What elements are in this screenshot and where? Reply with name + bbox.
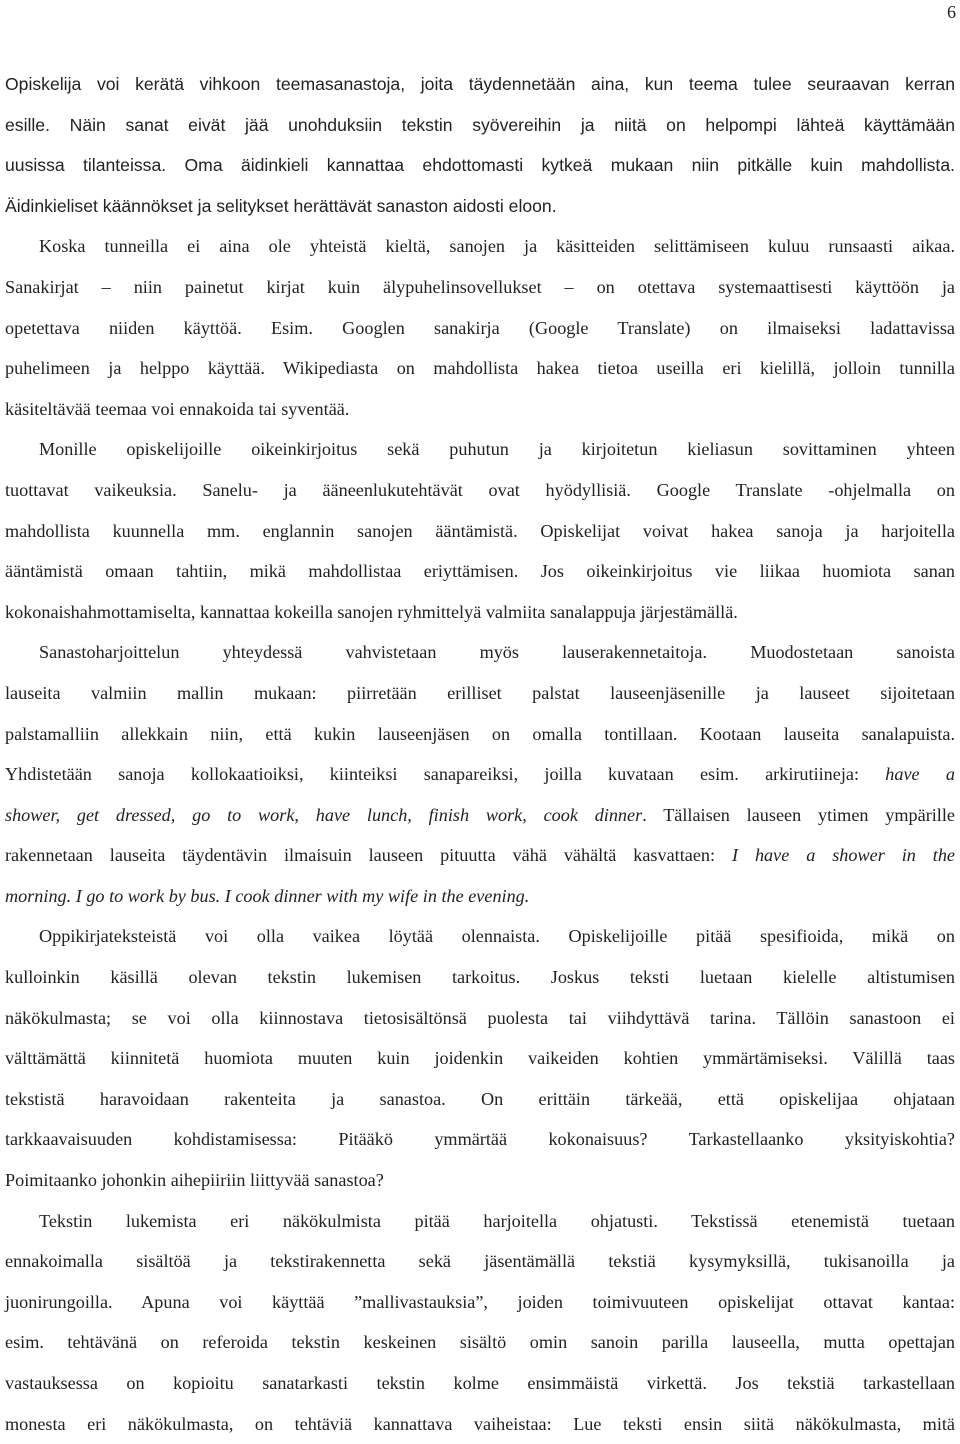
text-line (5, 835, 955, 876)
text-line: tuottavat vaikeuksia. Sanelu- ja ääneenlukutehtävät ovat hyödyllisiä. Google Translate -ohjelmalla on (5, 479, 955, 500)
text-line: käsiteltävää teemaa voi ennakoida tai syventää. (5, 398, 350, 419)
text-line: Opiskelija voi kerätä vihkoon teemasanastoja, joita täydennetään aina, kun teema tulee seuraavan kerran (5, 74, 955, 94)
text-line: monesta eri näkökulmasta, on tehtäviä kannattava vaiheistaa: Lue teksti ensin siitä näkökulmasta, mitä (5, 1413, 955, 1434)
text-line: Äidinkieliset käännökset ja selitykset herättävät sanaston aidosti eloon. (5, 195, 557, 216)
text-segment: rakennetaan lauseita täydentävin ilmaisuin lauseen pituutta vähä vähältä kasvattaen: (5, 845, 732, 866)
example-phrase: I have a shower in the (731, 845, 955, 866)
text-line (5, 795, 955, 836)
text-line: tekstistä haravoidaan rakenteita ja sanastoa. On erittäin tärkeää, että opiskelijaa ohjataan (5, 1088, 955, 1109)
text-line: puhelimeen ja helppo käyttää. Wikipediasta on mahdollista hakea tietoa useilla eri kielillä, jolloin tunnilla (5, 358, 955, 379)
text-line: uusissa tilanteissa. Oma äidinkieli kannattaa ehdottomasti kytkeä mukaan niin pitkälle kuin mahdollista. (5, 155, 955, 176)
example-phrase: shower, get dressed, go to work, have lunch, finish work, cook dinner (5, 804, 643, 825)
text-line (5, 876, 955, 917)
text-line (5, 754, 955, 795)
text-line: palstamalliin allekkain niin, että kukin lauseenjäsen on omalla tontillaan. Kootaan lauseita sanalapuista. (5, 723, 955, 744)
text-line: opetettava niiden käyttöä. Esim. Googlen sanakirja (Google Translate) on ilmaiseksi ladattavissa (5, 317, 955, 338)
text-line: Oppikirjateksteistä voi olla vaikea löytää olennaista. Opiskelijoille pitää spesifioida, mikä on (39, 926, 955, 947)
text-line: esim. tehtävänä on referoida tekstin keskeinen sisältö omin sanoin parilla lauseella, mutta opettajan (5, 1332, 955, 1353)
text-line: mahdollista kuunnella mm. englannin sanojen ääntämistä. Opiskelijat voivat hakea sanoja ja harjoitella (5, 520, 955, 541)
text-line: esille. Näin sanat eivät jää unohduksiin tekstin syövereihin ja niitä on helpompi lähteä käyttämään (5, 114, 955, 135)
text-line: Sanakirjat – niin painetut kirjat kuin älypuhelinsovellukset – on otettava systemaattisesti käyttöön ja (5, 276, 955, 297)
text-line: välttämättä kiinnitetä huomiota muuten kuin joidenkin vaikeiden kohtien ymmärtämiseksi. Välillä taas (5, 1048, 955, 1069)
text-line: Koska tunneilla ei aina ole yhteistä kieltä, sanojen ja käsitteiden selittämiseen kuluu runsaasti aikaa. (39, 236, 955, 257)
text-line: lauseita valmiin mallin mukaan: piirretään erilliset palstat lauseenjäsenille ja lauseet sijoitetaan (5, 682, 955, 703)
text-line: tarkkaavaisuuden kohdistamisessa: Pitääkö ymmärtää kokonaisuus? Tarkastellaanko yksityiskohtia? (5, 1129, 955, 1150)
text-line: Monille opiskelijoille oikeinkirjoitus sekä puhutun ja kirjoitetun kieliasun sovittaminen yhteen (39, 439, 955, 460)
text-line: Tekstin lukemista eri näkökulmista pitää harjoitella ohjatusti. Tekstissä etenemistä tuetaan (39, 1210, 955, 1231)
text-line: ääntämistä omaan tahtiin, mikä mahdollistaa eriyttämisen. Jos oikeinkirjoitus vie liikaa huomiota sanan (5, 561, 955, 582)
text-line: Sanastoharjoittelun yhteydessä vahvistetaan myös lauserakennetaitoja. Muodostetaan sanoista (39, 642, 955, 663)
text-line: kulloinkin käsillä olevan tekstin lukemisen tarkoitus. Joskus teksti luetaan kielelle altistumisen (5, 967, 955, 988)
text-line: kokonaishahmottamiselta, kannattaa kokeilla sanojen ryhmittelyä valmiita sanalappuja järjestämällä. (5, 601, 738, 622)
text-line: näkökulmasta; se voi olla kiinnostava tietosisältönsä puolesta tai viihdyttävä tarina. Tällöin sanastoon ei (5, 1007, 955, 1028)
text-line: juonirungoilla. Apuna voi käyttää ”mallivastauksia”, joiden toimivuuteen opiskelijat ottavat kantaa: (5, 1291, 955, 1312)
example-phrase: morning. I go to work by bus. I cook dinner with my wife in the evening. (5, 885, 530, 906)
example-phrase: have a (885, 764, 955, 785)
page-number: 6 (947, 2, 956, 22)
text-segment: Yhdistetään sanoja kollokaatioiksi, kiinteiksi sanapareiksi, joilla kuvataan esim. arkirutiineja: (5, 764, 886, 785)
body-text (5, 64, 955, 1444)
text-line: ennakoimalla sisältöä ja tekstirakennetta sekä jäsentämällä tekstiä kysymyksillä, tukisanoilla ja (5, 1251, 955, 1272)
text-line: Poimitaanko johonkin aihepiiriin liittyvää sanastoa? (5, 1170, 384, 1191)
text-line: vastauksessa on kopioitu sanatarkasti tekstin kolme ensimmäistä virkettä. Jos tekstiä tarkastellaan (5, 1373, 955, 1393)
text-segment: . Tällaisen lauseen ytimen ympärille (642, 804, 955, 825)
